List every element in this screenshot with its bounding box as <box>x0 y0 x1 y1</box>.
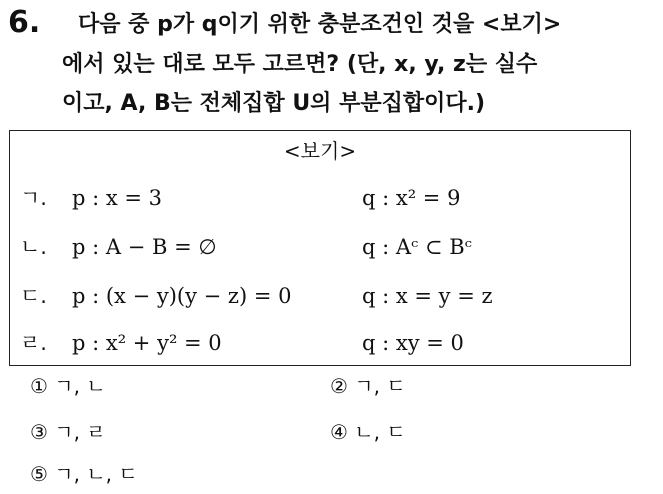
example-item-label: ㄷ. <box>20 284 47 308</box>
condition-q: q : x² = 9 <box>362 186 461 210</box>
example-item-label: ㄹ. <box>20 331 47 355</box>
example-item-2 <box>20 232 620 262</box>
example-item-label: ㄱ. <box>20 186 47 210</box>
example-box-title: <보기> <box>283 139 357 163</box>
question-text-line-1: 다음 중 p가 q이기 위한 충분조건인 것을 <보기> <box>78 12 562 37</box>
answer-option-5[interactable]: ⑤ ㄱ, ㄴ, ㄷ <box>30 462 138 486</box>
answer-option-2[interactable]: ② ㄱ, ㄷ <box>330 374 406 398</box>
answer-option-3[interactable]: ③ ㄱ, ㄹ <box>30 420 106 444</box>
condition-p: p : x = 3 <box>72 186 163 210</box>
condition-p: p : A − B = ∅ <box>72 235 217 259</box>
question-text-line-2: 에서 있는 대로 모두 고르면? (단, x, y, z는 실수 <box>62 52 538 77</box>
question-number: 6. <box>8 5 41 40</box>
example-item-3 <box>20 281 620 311</box>
example-item-1 <box>20 183 620 213</box>
answer-option-1[interactable]: ① ㄱ, ㄴ <box>30 374 106 398</box>
example-box <box>9 130 631 366</box>
condition-q: q : x = y = z <box>362 284 493 308</box>
condition-q: q : xy = 0 <box>362 331 464 355</box>
answer-option-4[interactable]: ④ ㄴ, ㄷ <box>330 420 406 444</box>
example-item-label: ㄴ. <box>20 235 47 259</box>
example-item-4 <box>20 328 620 358</box>
condition-q: q : Aᶜ ⊂ Bᶜ <box>362 235 472 259</box>
condition-p: p : x² + y² = 0 <box>72 331 222 355</box>
condition-p: p : (x − y)(y − z) = 0 <box>72 284 292 308</box>
question-text-line-3: 이고, A, B는 전체집합 U의 부분집합이다.) <box>62 91 486 116</box>
